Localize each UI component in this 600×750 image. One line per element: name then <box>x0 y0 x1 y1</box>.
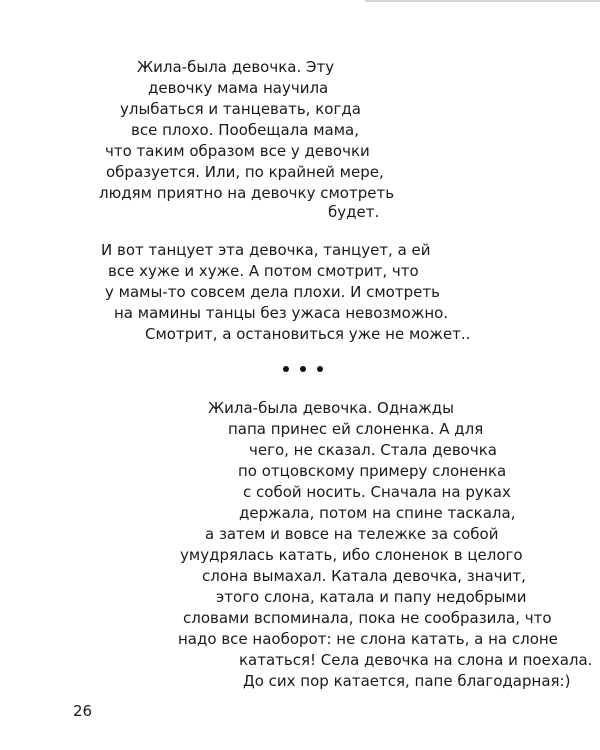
poem-line: До сих пор катается, папе благодарная:) <box>243 672 571 690</box>
poem-line: словами вспоминала, пока не сообразила, что <box>183 609 552 627</box>
poem-line: умудрялась катать, ибо слоненок в целого <box>180 546 523 564</box>
separator-dot <box>317 366 323 372</box>
poem-line: на мамины танцы без ужаса невозможно. <box>114 304 449 322</box>
poem-line: образуется. Или, по крайней мере, <box>106 163 384 181</box>
poem-line: Жила-была девочка. Однажды <box>208 399 454 417</box>
poem-line: людям приятно на девочку смотреть <box>99 184 395 202</box>
poem-line: девочку мама научила <box>148 79 329 97</box>
poem-line: Смотрит, а остановиться уже не может.. <box>145 325 471 343</box>
poem-line: чего, не сказал. Стала девочка <box>249 441 497 459</box>
poem-line: будет. <box>328 203 380 221</box>
poem-line: все плохо. Пообещала мама, <box>131 121 360 139</box>
poem-line: по отцовскому примеру слоненка <box>238 462 507 480</box>
poem-line: с собой носить. Сначала на руках <box>243 483 511 501</box>
poem-line: папа принес ей слоненка. А для <box>228 420 484 438</box>
poem-line: у мамы-то совсем дела плохи. И смотреть <box>105 283 440 301</box>
poem-line: надо все наоборот: не слона катать, а на слоне <box>178 630 558 648</box>
poem-line: что таким образом все у девочки <box>105 142 370 160</box>
poem-line: кататься! Села девочка на слона и поехала. <box>239 651 593 669</box>
poem-line: улыбаться и танцевать, когда <box>120 100 361 118</box>
poem-line: слона вымахал. Катала девочка, значит, <box>202 567 526 585</box>
poem-line: все хуже и хуже. А потом смотрит, что <box>108 262 419 280</box>
separator-dot <box>283 366 289 372</box>
poem-line: держала, потом на спине таскала, <box>239 504 516 522</box>
separator-dot <box>300 366 306 372</box>
poem-line: а затем и вовсе на тележке за собой <box>205 525 499 543</box>
section-separator <box>283 366 323 372</box>
poem-line: И вот танцует эта девочка, танцует, а ей <box>101 241 431 259</box>
page-number: 26 <box>73 702 93 720</box>
poem-line: Жила-была девочка. Эту <box>137 58 335 76</box>
poem-line: этого слона, катала и папу недобрыми <box>216 588 527 606</box>
top-rule <box>365 0 600 2</box>
